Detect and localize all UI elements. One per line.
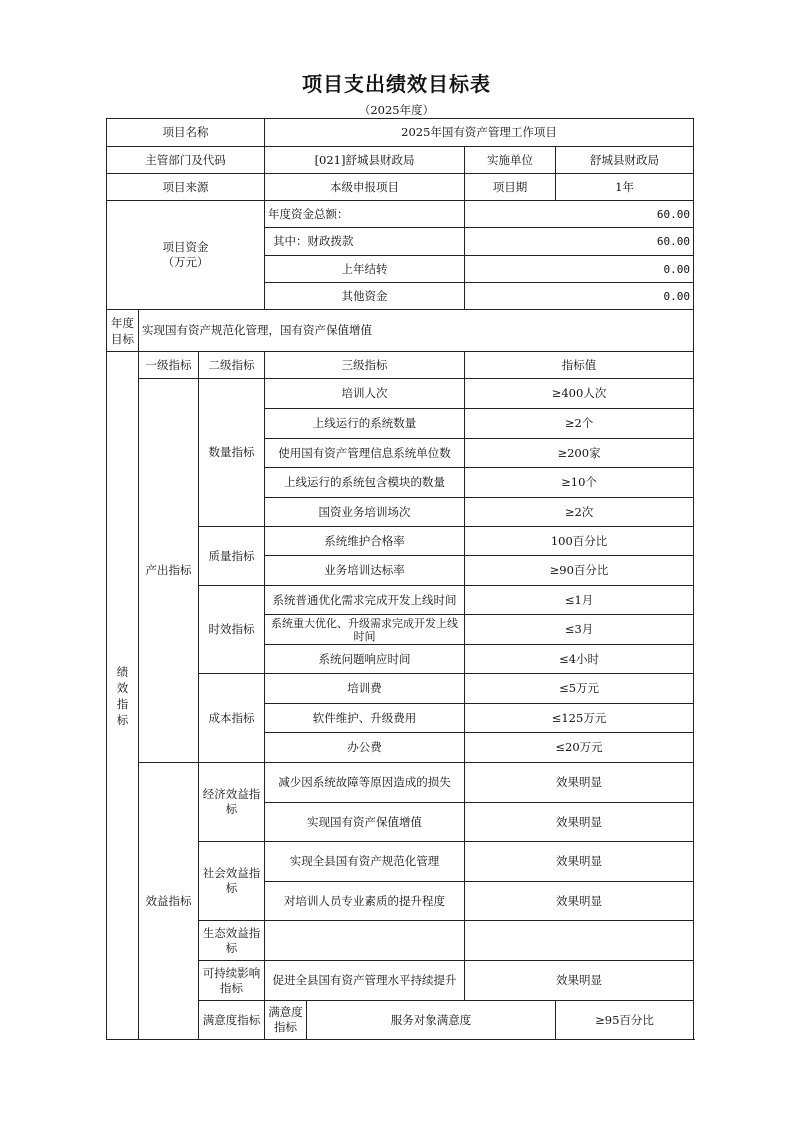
funds-label: 项目资金: [162, 240, 209, 254]
indicator-name: 培训费: [265, 674, 465, 704]
impl-label: 实施单位: [465, 147, 556, 174]
indicator-name: 国资业务培训场次: [265, 498, 465, 527]
indicator-value: ≥400人次: [465, 379, 694, 409]
indicator-value: [465, 921, 694, 961]
indicator-value: 效果明显: [465, 803, 694, 842]
source-row: [107, 174, 694, 201]
department-row: [107, 147, 694, 174]
indicator-name: [265, 921, 465, 961]
satisfaction-label: 满意度指标: [265, 1001, 307, 1040]
funds-fiscal-value: 60.00: [465, 228, 694, 256]
indicator-name: 系统重大优化、升级需求完成开发上线时间: [265, 615, 465, 645]
indicator-value: ≥200家: [465, 439, 694, 468]
indicators-section-label: 绩效指标: [116, 664, 129, 727]
benefit-label: 效益指标: [139, 763, 199, 1040]
indicator-name: 对培训人员专业素质的提升程度: [265, 882, 465, 921]
funds-total-value: 60.00: [465, 201, 694, 228]
indicator-name: 办公费: [265, 733, 465, 763]
indicator-value: 100百分比: [465, 527, 694, 556]
goal-text: 实现国有资产规范化管理，国有资产保值增值: [139, 310, 694, 352]
header-level2: 二级指标: [199, 352, 265, 379]
indicator-name: 系统维护合格率: [265, 527, 465, 556]
funds-total-row: [107, 201, 694, 228]
indicator-value: 效果明显: [465, 763, 694, 803]
indicator-name: 促进全县国有资产管理水平持续提升: [265, 961, 465, 1001]
funds-unit: （万元）: [162, 255, 209, 269]
timeliness-label: 时效指标: [199, 586, 265, 674]
economic-label: 经济效益指标: [199, 763, 265, 842]
indicator-value: 效果明显: [465, 842, 694, 882]
funds-label-cell: [107, 201, 265, 310]
indicator-name: 上线运行的系统包含模块的数量: [265, 468, 465, 498]
indicators-section-cell: [107, 352, 139, 1040]
funds-total-label: 年度资金总额：: [265, 201, 465, 228]
quantity-label: 数量指标: [199, 379, 265, 527]
period-label: 项目期: [465, 174, 556, 201]
funds-fiscal-label: 其中：财政拨款: [265, 228, 465, 256]
sustain-label: 可持续影响指标: [199, 961, 265, 1001]
indicator-value: ≥95百分比: [556, 1001, 694, 1040]
indicator-name: 减少因系统故障等原因造成的损失: [265, 763, 465, 803]
funds-carryover-value: 0.00: [465, 256, 694, 283]
indicator-value: 效果明显: [465, 882, 694, 921]
indicator-name: 培训人次: [265, 379, 465, 409]
header-level3: 三级指标: [265, 352, 465, 379]
performance-table: [106, 118, 694, 1040]
dept-label: 主管部门及代码: [107, 147, 265, 174]
indicator-value: ≥2次: [465, 498, 694, 527]
indicator-name: 使用国有资产管理信息系统单位数: [265, 439, 465, 468]
indicator-name: 业务培训达标率: [265, 556, 465, 586]
indicator-value: ≤1月: [465, 586, 694, 615]
table-row: [107, 379, 694, 409]
funds-carryover-label: 上年结转: [265, 256, 465, 283]
cost-label: 成本指标: [199, 674, 265, 763]
page-title: 项目支出绩效目标表: [302, 72, 491, 96]
indicator-value: ≤3月: [465, 615, 694, 645]
indicator-value: ≤4小时: [465, 645, 694, 674]
indicator-name: 软件维护、升级费用: [265, 704, 465, 733]
indicator-value: ≥10个: [465, 468, 694, 498]
indicator-name: 实现国有资产保值增值: [265, 803, 465, 842]
impl-value: 舒城县财政局: [556, 147, 694, 174]
indicator-value: ≤5万元: [465, 674, 694, 704]
output-label: 产出指标: [139, 379, 199, 763]
indicator-name: 服务对象满意度: [307, 1001, 556, 1040]
project-name-row: [107, 119, 694, 147]
indicator-header-row: [107, 352, 694, 379]
quality-label: 质量指标: [199, 527, 265, 586]
source-label: 项目来源: [107, 174, 265, 201]
goal-label: 年度目标: [111, 315, 134, 346]
source-value: 本级申报项目: [265, 174, 465, 201]
indicator-value: ≤125万元: [465, 704, 694, 733]
funds-other-value: 0.00: [465, 283, 694, 310]
indicator-value: 效果明显: [465, 961, 694, 1001]
indicator-value: ≥90百分比: [465, 556, 694, 586]
period-value: 1年: [556, 174, 694, 201]
table-row: [107, 763, 694, 803]
eco-label: 生态效益指标: [199, 921, 265, 961]
indicator-name: 系统普通优化需求完成开发上线时间: [265, 586, 465, 615]
indicator-name: 系统问题响应时间: [265, 645, 465, 674]
dept-value: [021]舒城县财政局: [265, 147, 465, 174]
indicator-value: ≥2个: [465, 409, 694, 439]
header-level1: 一级指标: [139, 352, 199, 379]
funds-other-label: 其他资金: [265, 283, 465, 310]
goal-label-cell: [107, 310, 139, 352]
satisfaction-top-label: 满意度指标: [199, 1001, 265, 1040]
page-subtitle: （2025年度）: [358, 103, 435, 117]
project-name-label: 项目名称: [107, 119, 265, 147]
project-name-value: 2025年国有资产管理工作项目: [265, 119, 694, 147]
indicator-value: ≤20万元: [465, 733, 694, 763]
indicator-name: 实现全县国有资产规范化管理: [265, 842, 465, 882]
social-label: 社会效益指标: [199, 842, 265, 921]
indicator-name: 上线运行的系统数量: [265, 409, 465, 439]
header-value: 指标值: [465, 352, 694, 379]
goal-row: [107, 310, 694, 352]
